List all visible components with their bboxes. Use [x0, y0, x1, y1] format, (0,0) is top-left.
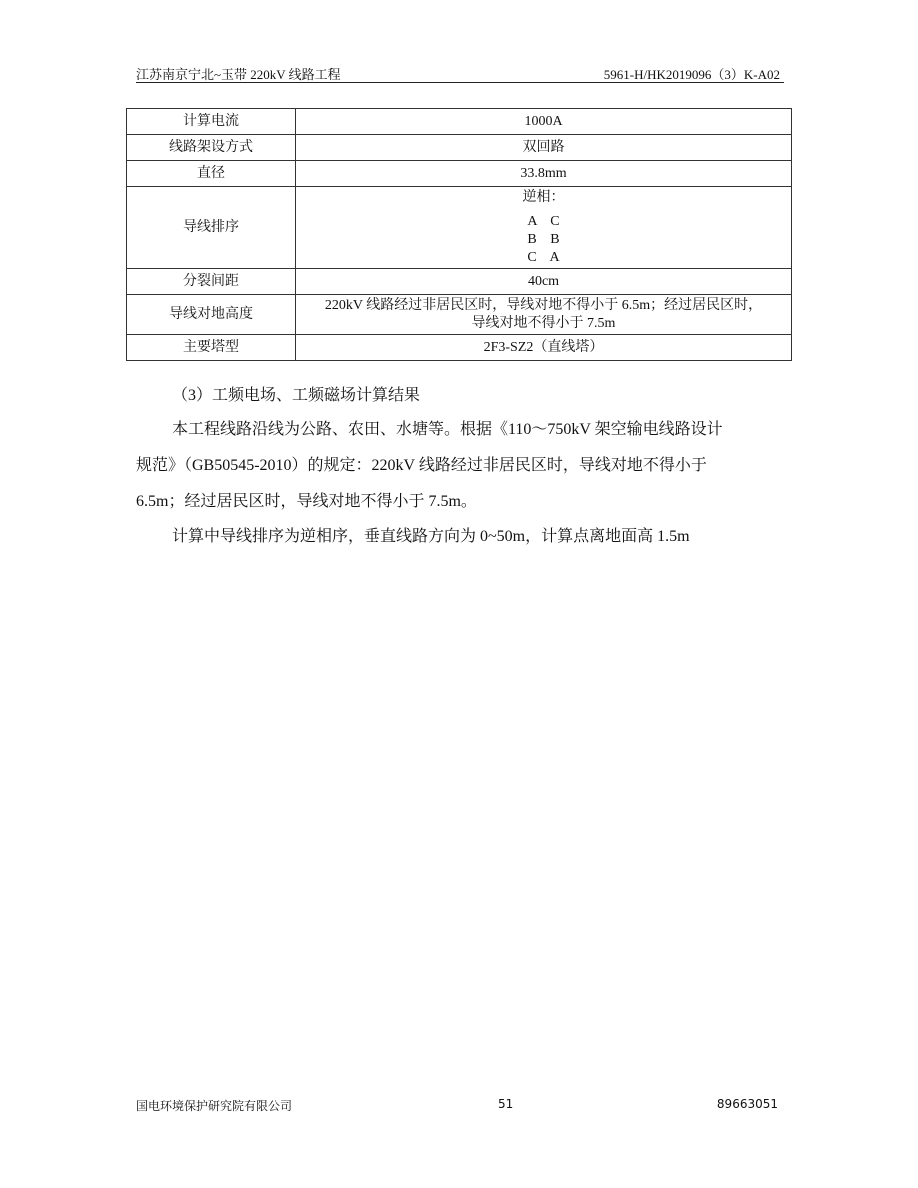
page-header: [136, 64, 784, 83]
footer-organization: 国电环境保护研究院有限公司: [136, 1099, 293, 1113]
ground-clearance-cell: [296, 295, 792, 335]
page-number: 51: [498, 1097, 514, 1111]
table-row: [127, 135, 792, 161]
phase-row: C A: [527, 249, 560, 265]
row-label: 计算电流: [127, 109, 296, 135]
row-value: 1000A: [296, 109, 792, 135]
phase-order-title: 逆相：: [522, 189, 565, 205]
table-row: [127, 295, 792, 335]
row-value: 40cm: [296, 269, 792, 295]
paragraph-line: 计算中导线排序为逆相序，垂直线路方向为 0~50m，计算点离地面高 1.5m: [172, 528, 690, 545]
table-row: [127, 335, 792, 361]
row-value: 33.8mm: [296, 161, 792, 187]
clearance-line-1: 220kV 线路经过非居民区时，导线对地不得小于 6.5m；经过居民区时，: [324, 297, 763, 313]
row-value: 2F3-SZ2（直线塔）: [296, 335, 792, 361]
table-row: [127, 269, 792, 295]
row-value: 双回路: [296, 135, 792, 161]
table-row: [127, 161, 792, 187]
row-label: 分裂间距: [127, 269, 296, 295]
row-label: 线路架设方式: [127, 135, 296, 161]
row-label: 主要塔型: [127, 335, 296, 361]
paragraph-line: 6.5m；经过居民区时，导线对地不得小于 7.5m。: [136, 493, 477, 510]
table-row: [127, 187, 792, 269]
phase-row: B B: [527, 231, 560, 247]
table-row: [127, 109, 792, 135]
paragraph-line: 本工程线路沿线为公路、农田、水塘等。根据《110～750kV 架空输电线路设计: [172, 421, 723, 438]
header-project-title: 江苏南京宁北~玉带 220kV 线路工程: [136, 67, 341, 82]
section-body: [136, 378, 786, 558]
section-heading: （3）工频电场、工频磁场计算结果: [172, 387, 421, 404]
row-label: 导线排序: [127, 187, 296, 269]
footer-code: 89663051: [716, 1097, 778, 1111]
header-document-number: 5961-H/HK2019096（3）K-A02: [603, 67, 780, 82]
line-parameters-table: [126, 108, 792, 361]
paragraph-line: 规范》（GB50545-2010）的规定：220kV 线路经过非居民区时，导线对地不得小于: [136, 457, 707, 474]
row-label: 导线对地高度: [127, 295, 296, 335]
row-label: 直径: [127, 161, 296, 187]
clearance-line-2: 导线对地不得小于 7.5m: [471, 315, 616, 331]
phase-row: A C: [527, 213, 560, 229]
phase-order-cell: [296, 187, 792, 269]
